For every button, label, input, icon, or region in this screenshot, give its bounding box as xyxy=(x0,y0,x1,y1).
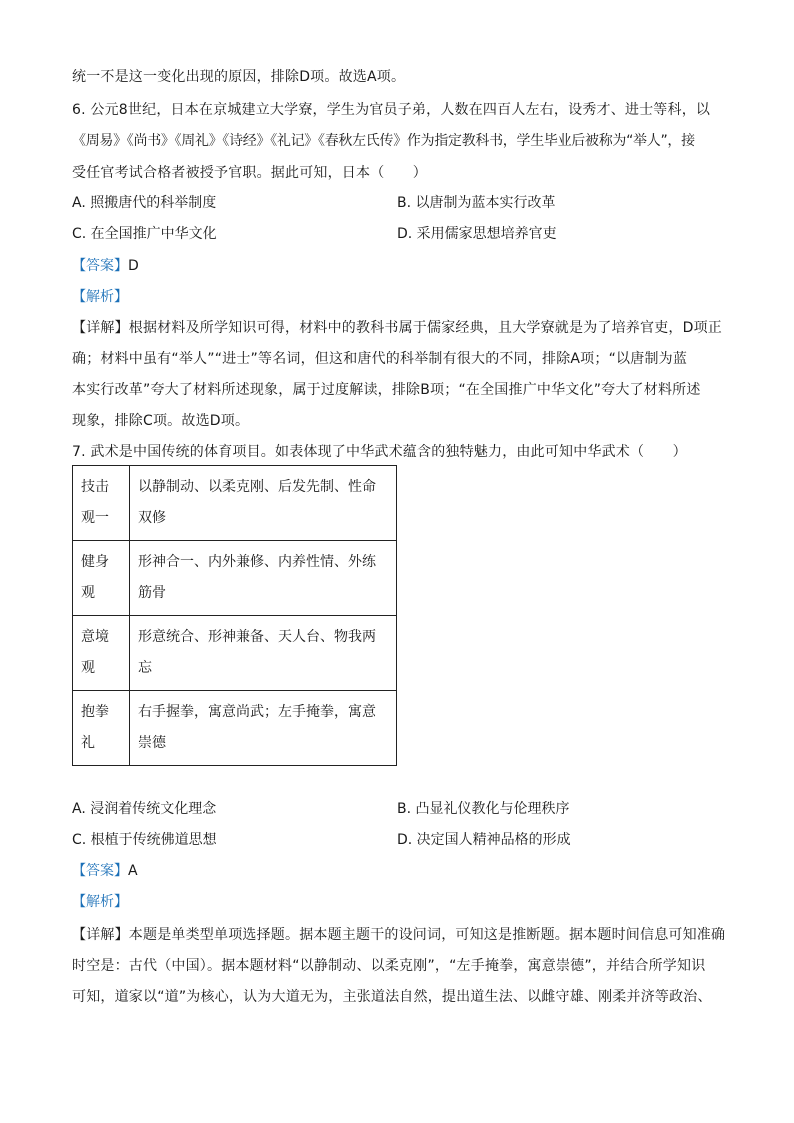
question-6-detail-line-3: 本实行改革”夸大了材料所述现象，属于过度解读，排除B项；“在全国推广中华文化”夸大了材料所述 xyxy=(72,382,701,398)
answer-label: 【答案】 xyxy=(72,258,128,274)
answer-value: A xyxy=(128,863,138,879)
question-6-detail-line-2: 确；材料中虽有“举人”“进士”等名词，但这和唐代的科举制有很大的不同，排除A项；“以唐制为蓝 xyxy=(72,351,688,367)
answer-label: 【答案】 xyxy=(72,863,128,879)
table-row xyxy=(73,466,397,541)
table-value-cell: 以静制动、以柔克刚、后发先制、性命 双修 xyxy=(130,466,397,541)
question-6-answer xyxy=(72,256,139,276)
table-value-cell: 形意统合、形神兼备、天人台、物我两 忘 xyxy=(130,616,397,691)
answer-value: D xyxy=(128,258,139,274)
table-row xyxy=(73,691,397,766)
question-7-option-a: A. 浸润着传统文化理念 xyxy=(72,801,217,817)
text-line: 统一不是这一变化出现的原因，排除D项。故选A项。 xyxy=(72,69,406,85)
analysis-label: 【解析】 xyxy=(72,289,128,305)
wushu-table xyxy=(72,465,397,766)
question-6-detail-line-4: 现象，排除C项。故选D项。 xyxy=(72,413,250,429)
question-6-stem-line-1: 6. 公元8世纪，日本在京城建立大学寮，学生为官员子弟，人数在四百人左右，设秀才、进士等科，以 xyxy=(72,102,711,118)
question-6-option-d: D. 采用儒家思想培养官吏 xyxy=(397,226,557,242)
question-7-option-d: D. 决定国人精神品格的形成 xyxy=(397,832,571,848)
question-7-detail-line-3: 可知，道家以“道”为核心，认为大道无为，主张道法自然，提出道生法、以雌守雄、刚柔并济等政治、 xyxy=(72,989,712,1005)
question-6-option-b: B. 以唐制为蓝本实行改革 xyxy=(397,195,556,211)
table-key-cell: 抱拳 礼 xyxy=(73,691,130,766)
table-row xyxy=(73,541,397,616)
question-6-option-c: C. 在全国推广中华文化 xyxy=(72,226,217,242)
question-6-option-a: A. 照搬唐代的科举制度 xyxy=(72,195,217,211)
table-key-cell: 意境 观 xyxy=(73,616,130,691)
question-7-answer xyxy=(72,861,138,881)
analysis-label: 【解析】 xyxy=(72,894,128,910)
table-value-cell: 形神合一、内外兼修、内养性情、外练 筋骨 xyxy=(130,541,397,616)
table-key-cell: 健身 观 xyxy=(73,541,130,616)
question-7-option-c: C. 根植于传统佛道思想 xyxy=(72,832,217,848)
question-7-option-b: B. 凸显礼仪教化与伦理秩序 xyxy=(397,801,570,817)
question-7-detail-line-1: 【详解】本题是单类型单项选择题。据本题主题干的设问词，可知这是推断题。据本题时间信息可知准确 xyxy=(72,927,726,943)
question-7-analysis-label xyxy=(72,892,128,912)
question-6-detail-line-1: 【详解】根据材料及所学知识可得，材料中的教科书属于儒家经典，且大学寮就是为了培养官吏，D项正 xyxy=(72,320,722,336)
table-value-cell: 右手握拳，寓意尚武；左手掩拳，寓意 崇德 xyxy=(130,691,397,766)
table-row xyxy=(73,616,397,691)
question-6-stem-line-2: 《周易》《尚书》《周礼》《诗经》《礼记》《春秋左氏传》作为指定教科书，学生毕业后被称为“举人”，接 xyxy=(72,133,695,149)
question-7-detail-line-2: 时空是：古代（中国）。据本题材料“以静制动、以柔克刚”，“左手掩拳，寓意崇德”，并结合所学知识 xyxy=(72,958,706,974)
question-6-analysis-label xyxy=(72,287,128,307)
table-key-cell: 技击 观一 xyxy=(73,466,130,541)
question-7-stem: 7. 武术是中国传统的体育项目。如表体现了中华武术蕴含的独特魅力，由此可知中华武术（ ） xyxy=(72,444,687,460)
question-6-stem-line-3: 受任官考试合格者被授予官职。据此可知，日本（ ） xyxy=(72,165,427,181)
